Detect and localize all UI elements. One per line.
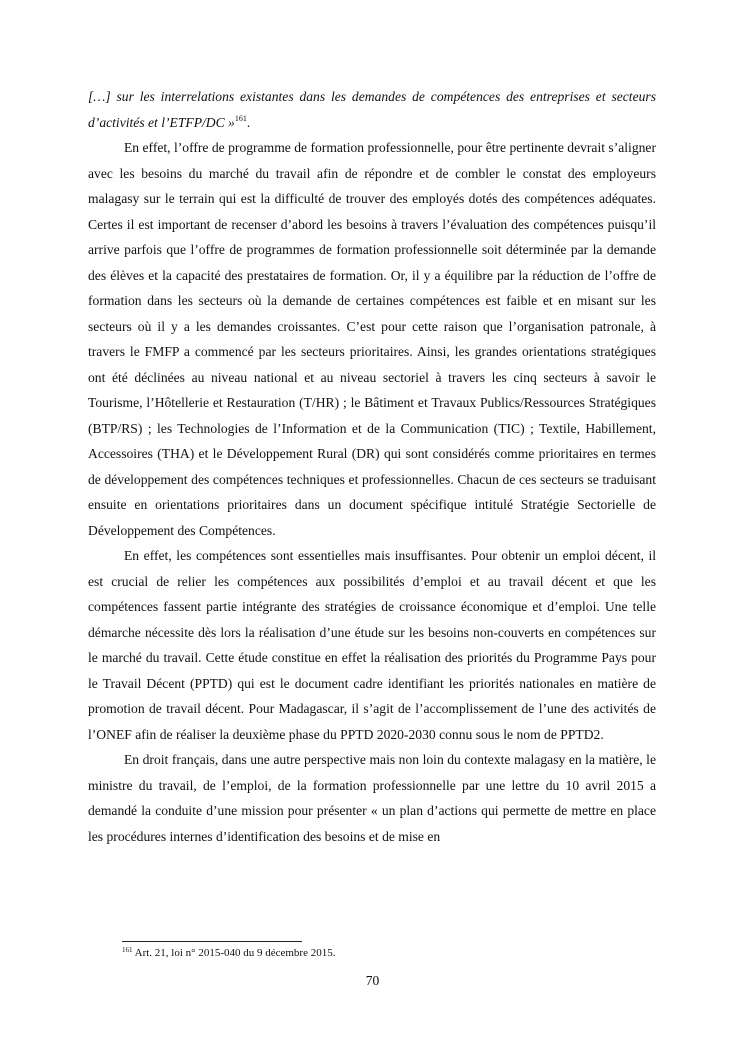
opening-quote-paragraph <box>88 84 656 135</box>
footnote-divider <box>122 941 302 942</box>
body-paragraph: En droit français, dans une autre perspective mais non loin du contexte malagasy en la matière, le ministre du travail, de l’emploi, de la formation professionnelle par une lettre du 10 avril 2015 a demandé la conduite d’une mission pour présenter « un plan d’actions qui permette de mettre en place les procédures internes d’identification des besoins et de mise en <box>88 752 656 844</box>
footnote-number: 161 <box>122 946 133 954</box>
opening-quote-end: . <box>246 114 251 130</box>
footnote-reference[interactable]: 161 <box>234 113 247 123</box>
page-body <box>88 84 656 849</box>
body-paragraph: En effet, les compétences sont essentielles mais insuffisantes. Pour obtenir un emploi décent, il est crucial de relier les compétences aux possibilités d’emploi et au travail décent et que les compétences fassent partie intégrante des stratégies de croissance économique et d’emploi. Une telle démarche nécessite dès lors la réalisation d’une étude sur les besoins non-couverts en compétences sur le marché du travail. Cette étude constitue en effet la réalisation des priorités du Programme Pays pour le Travail Décent (PPTD) qui est le document cadre identifiant les priorités nationales en matière de promotion de travail décent. Pour Madagascar, il s’agit de l’accomplissement de l’une des activités de l’ONEF afin de réaliser la deuxième phase du PPTD 2020-2030 connu sous le nom de PPTD2. <box>88 548 656 742</box>
footnote-text: Art. 21, loi n° 2015-040 du 9 décembre 2015. <box>132 947 336 959</box>
footnote <box>122 946 662 960</box>
body-paragraph: En effet, l’offre de programme de formation professionnelle, pour être pertinente devrait s’aligner avec les besoins du marché du travail afin de répondre et de combler le constat des employeurs malagasy sur le terrain qui est la difficulté de trouver des employés dotés des compétences adéquates. Certes il est important de recenser d’abord les besoins à travers l’évaluation des compétences puisqu’il arrive parfois que l’offre de programmes de formation professionnelle soit déterminée par la demande des élèves et la capacité des prestataires de formation. Or, il y a équilibre par la réduction de l’offre de formation dans les secteurs où la demande de certaines compétences est faible et en misant sur les secteurs où il y a les demandes croissantes. C’est pour cette raison que l’organisation patronale, à travers le FMFP a commencé par les secteurs prioritaires. Ainsi, les grandes orientations stratégiques ont été déclinées au niveau national et au niveau sectoriel à travers les cinq secteurs à savoir le Tourisme, l’Hôtellerie et Restauration (T/HR) ; le Bâtiment et Travaux Publics/Ressources Stratégiques (BTP/RS) ; les Technologies de l’Information et de la Communication (TIC) ; Textile, Habillement, Accessoires (THA) et le Développement Rural (DR) qui sont considérés comme prioritaires en termes de développement des compétences techniques et professionnelles. Chacun de ces secteurs se traduisant ensuite en orientations prioritaires dans un document spécifique intitulé Stratégie Sectorielle de Développement des Compétences. <box>88 140 656 538</box>
page-number: 70 <box>365 973 380 988</box>
opening-quote-text: […] sur les interrelations existantes dans les demandes de compétences des entreprises et secteurs d’activités et l’ETFP/DC » <box>88 89 656 130</box>
